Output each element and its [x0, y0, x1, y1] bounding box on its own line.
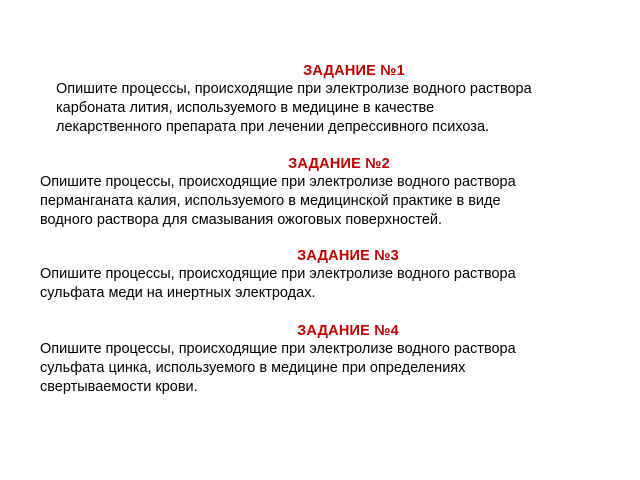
task-2-title: ЗАДАНИЕ №2 [288, 156, 390, 172]
task-4-text: Опишите процессы, происходящие при электролизе водного раствора сульфата цинка, используемого в медицине при определениях свертываемости крови. [40, 341, 516, 395]
task-1-title: ЗАДАНИЕ №1 [303, 63, 405, 79]
task-4 [40, 322, 630, 397]
task-4-title: ЗАДАНИЕ №4 [297, 323, 399, 339]
task-3-title: ЗАДАНИЕ №3 [297, 248, 399, 264]
task-2-text: Опишите процессы, происходящие при электролизе водного раствора перманганата калия, используемого в медицинской практике в виде водного раствора для смазывания ожоговых поверхностей. [40, 174, 516, 228]
task-3-text: Опишите процессы, происходящие при электролизе водного раствора сульфата меди на инертных электродах. [40, 266, 516, 301]
task-1 [56, 62, 636, 137]
task-2 [40, 155, 630, 230]
task-1-text: Опишите процессы, происходящие при электролизе водного раствора карбоната лития, используемого в медицине в качестве лекарственного препарата при лечении депрессивного психоза. [56, 81, 532, 135]
task-3 [40, 247, 630, 303]
